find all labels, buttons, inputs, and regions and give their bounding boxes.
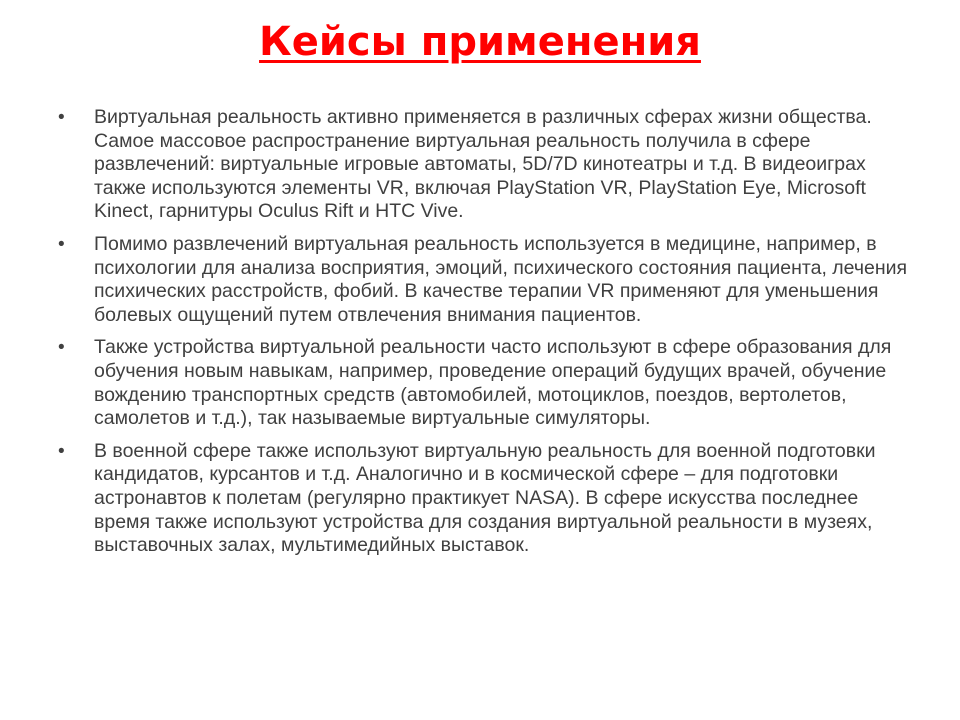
slide-title: Кейсы применения [259,19,701,65]
bullet-text: Виртуальная реальность активно применяется в различных сферах жизни общества. Самое массовое распространение виртуальная реальность получила в сфере развлечений: виртуальные игровые автоматы, 5D/7D кинотеатры и т.д. В видеоиграх также используются элементы VR, включая PlayStation VR, PlayStation Eye, Microsoft Kinect, гарнитуры Oculus Rift и HTC Vive. [94,106,872,223]
bullet-text: Помимо развлечений виртуальная реальность используется в медицине, например, в психологии для анализа восприятия, эмоций, психического состояния пациента, лечения психических расстройств, фобий. В качестве терапии VR применяют для уменьшения болевых ощущений путем отвлечения внимания пациентов. [94,232,908,326]
bullet-marker: • [58,337,65,359]
bullet-item-medicine [58,233,910,327]
bullet-text: Также устройства виртуальной реальности часто используют в сфере образования для обучения новым навыкам, например, проведение операций будущих врачей, обучение вождению транспортных средств (автомобилей, мотоциклов, поездов, вертолетов, самолетов и т.д.), так называемые виртуальные симуляторы. [94,336,892,430]
bullet-list [58,106,910,567]
bullet-marker: • [58,440,65,462]
bullet-item-military-space-art [58,440,910,558]
bullet-text: В военной сфере также используют виртуальную реальность для военной подготовки кандидатов, курсантов и т.д. Аналогично и в космической сфере – для подготовки астронавтов к полетам (регулярно практикует NASA). В сфере искусства последнее время также используют устройства для создания виртуальной реальности в музеях, выставочных залах, мультимедийных выставок. [94,439,876,557]
bullet-item-education [58,336,910,430]
bullet-item-entertainment [58,106,910,224]
bullet-marker: • [58,233,65,255]
bullet-marker: • [58,107,65,128]
